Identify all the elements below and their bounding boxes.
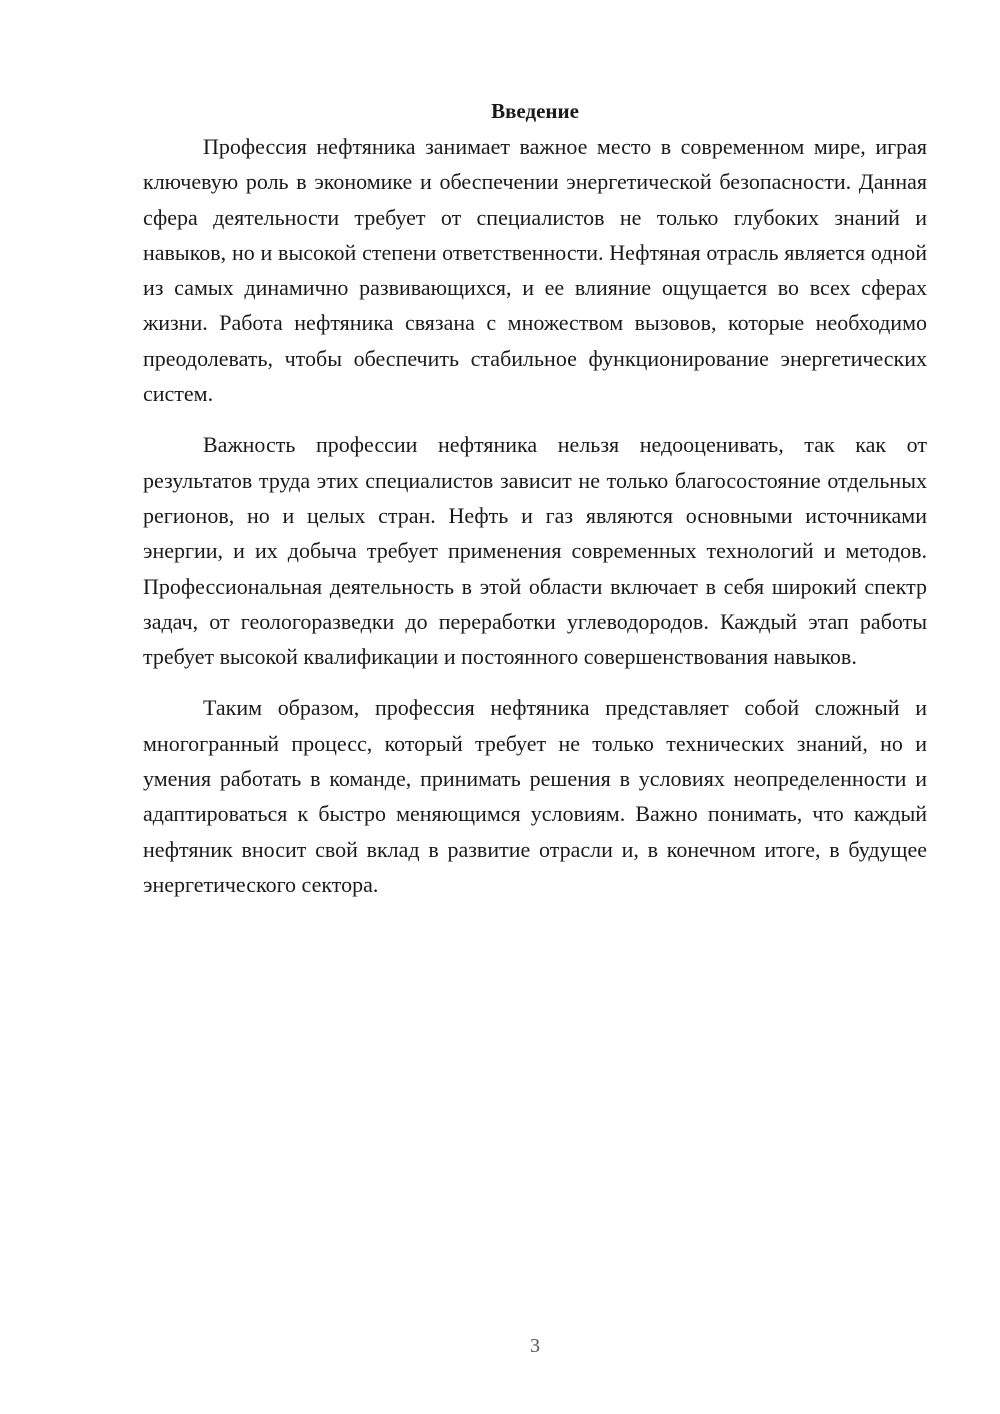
section-title: Введение bbox=[491, 99, 579, 123]
paragraph-1: Профессия нефтяника занимает важное место в современном мире, играя ключевую роль в экономике и обеспечении энергетической безопасности. Данная сфера деятельности требует от специалистов не только глубоких знаний и навыков, но и высокой степени ответственности. Нефтяная отрасль является одной из самых динамично развивающихся, и ее влияние ощущается во всех сферах жизни. Работа нефтяника связана с множеством вызовов, которые необходимо преодолевать, чтобы обеспечить стабильное функционирование энергетических систем. bbox=[143, 134, 927, 407]
page-number: 3 bbox=[530, 1335, 540, 1357]
paragraph-2: Важность профессии нефтяника нельзя недооценивать, так как от результатов труда этих специалистов зависит не только благосостояние отдельных регионов, но и целых стран. Нефть и газ являются основными источниками энергии, и их добыча требует применения современных технологий и методов. Профессиональная деятельность в этой области включает в себя широкий спектр задач, от геологоразведки до переработки углеводородов. Каждый этап работы требует высокой квалификации и постоянного совершенствования навыков. bbox=[143, 432, 927, 670]
document-body bbox=[143, 94, 927, 902]
paragraph-3: Таким образом, профессия нефтяника представляет собой сложный и многогранный процесс, который требует не только технических знаний, но и умения работать в команде, принимать решения в условиях неопределенности и адаптироваться к быстро меняющимся условиям. Важно понимать, что каждый нефтяник вносит свой вклад в развитие отрасли и, в конечном итоге, в будущее энергетического сектора. bbox=[143, 695, 927, 897]
